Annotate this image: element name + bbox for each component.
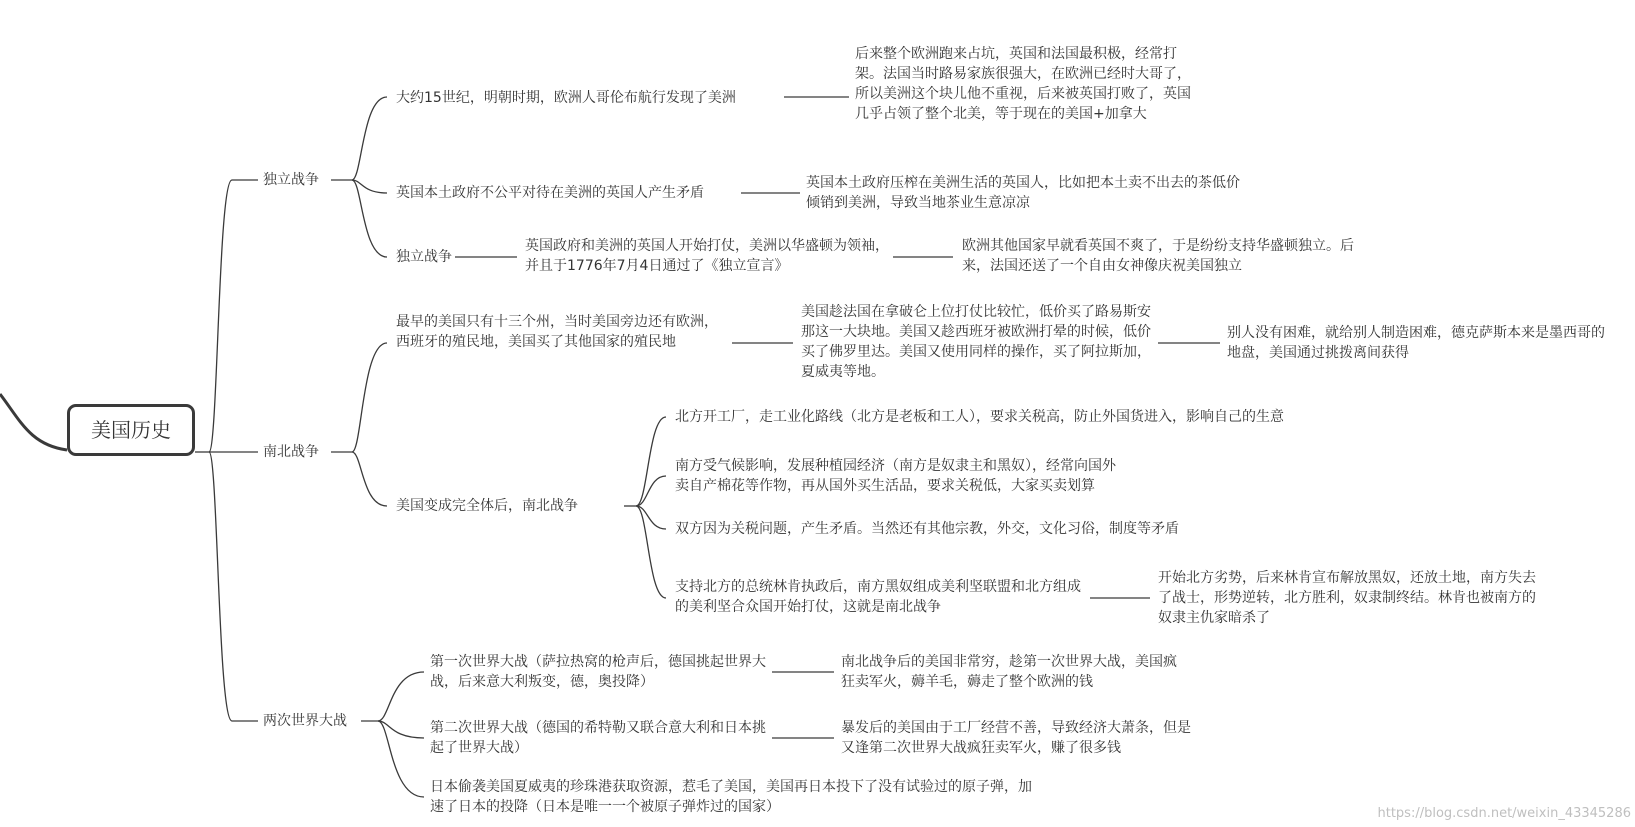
branch-world-wars[interactable]: 两次世界大战 [263,713,347,729]
node-european-support[interactable]: 欧洲其他国家早就看英国不爽了，于是纷纷支持华盛顿独立。后来，法国还送了一个自由女神像庆祝美国独立 [962,238,1354,274]
node-emancipation[interactable]: 开始北方劣势，后来林肯宣布解放黑奴，还放土地，南方失去了战士，形势逆转，北方胜利，奴隶制终结。林肯也被南方的奴隶主仇家暗杀了 [1158,570,1536,626]
node-great-depression[interactable]: 暴发后的美国由于工厂经营不善，导致经济大萧条，但是又逢第二次世界大战疯狂卖军火，赚了很多钱 [841,720,1191,756]
node-columbus-discovery[interactable]: 大约15世纪，明朝时期，欧洲人哥伦布航行发现了美洲 [396,90,736,106]
node-south-plantation[interactable]: 南方受气候影响，发展种植园经济（南方是奴隶主和黑奴），经常向国外卖自产棉花等作物，再从国外买生活品，要求关税低，大家买卖划算 [675,458,1116,494]
watermark: https://blog.csdn.net/weixin_43345286 [1377,806,1631,821]
node-tea-dumping[interactable]: 英国本土政府压榨在美洲生活的英国人，比如把本土卖不出去的茶低价倾销到美洲，导致当地茶业生意凉凉 [806,175,1240,211]
node-ww1[interactable]: 第一次世界大战（萨拉热窝的枪声后，德国挑起世界大战，后来意大利叛变，德，奥投降） [430,654,766,690]
node-britain-unfair[interactable]: 英国本土政府不公平对待在美洲的英国人产生矛盾 [396,185,704,201]
node-tariff-conflict[interactable]: 双方因为关税问题，产生矛盾。当然还有其他宗教，外交，文化习俗，制度等矛盾 [675,521,1179,537]
root-node[interactable]: 美国历史 [67,404,195,456]
node-ww1-arms-sales[interactable]: 南北战争后的美国非常穷，趁第一次世界大战，美国疯狂卖军火，薅羊毛，薅走了整个欧洲的钱 [841,654,1177,690]
node-lincoln[interactable]: 支持北方的总统林肯执政后，南方黑奴组成美利坚联盟和北方组成的美利坚合众国开始打仗，这就是南北战争 [675,579,1081,615]
node-declaration-of-independence[interactable]: 英国政府和美洲的英国人开始打仗，美洲以华盛顿为领袖，并且于1776年7月4日通过了《独立宣言》 [525,238,889,274]
node-civil-war-start[interactable]: 美国变成完全体后，南北战争 [396,498,578,514]
node-land-purchases[interactable]: 美国趁法国在拿破仑上位打仗比较忙，低价买了路易斯安那这一大块地。美国又趁西班牙被欧洲打晕的时候，低价买了佛罗里达。美国又使用同样的操作，买了阿拉斯加，夏威夷等地。 [801,304,1151,380]
node-texas[interactable]: 别人没有困难，就给别人制造困难，德克萨斯本来是墨西哥的地盘，美国通过挑拨离间获得 [1227,325,1605,361]
node-pearl-harbor[interactable]: 日本偷袭美国夏威夷的珍珠港获取资源，惹毛了美国，美国再日本投下了没有试验过的原子弹，加速了日本的投降（日本是唯一一个被原子弹炸过的国家） [430,779,1032,815]
branch-independence-war[interactable]: 独立战争 [263,172,319,188]
node-europe-colonization[interactable]: 后来整个欧洲跑来占坑，英国和法国最积极，经常打架。法国当时路易家族很强大，在欧洲已经时大哥了，所以美洲这个块儿他不重视，后来被英国打败了，英国几乎占领了整个北美，等于现在的美国+加拿大 [855,46,1191,122]
branch-civil-war[interactable]: 南北战争 [263,444,319,460]
node-independence-war[interactable]: 独立战争 [396,249,452,265]
node-thirteen-states[interactable]: 最早的美国只有十三个州，当时美国旁边还有欧洲，西班牙的殖民地，美国买了其他国家的殖民地 [396,314,718,350]
node-ww2[interactable]: 第二次世界大战（德国的希特勒又联合意大利和日本挑起了世界大战） [430,720,766,756]
node-north-industry[interactable]: 北方开工厂，走工业化路线（北方是老板和工人），要求关税高，防止外国货进入，影响自己的生意 [675,409,1284,425]
